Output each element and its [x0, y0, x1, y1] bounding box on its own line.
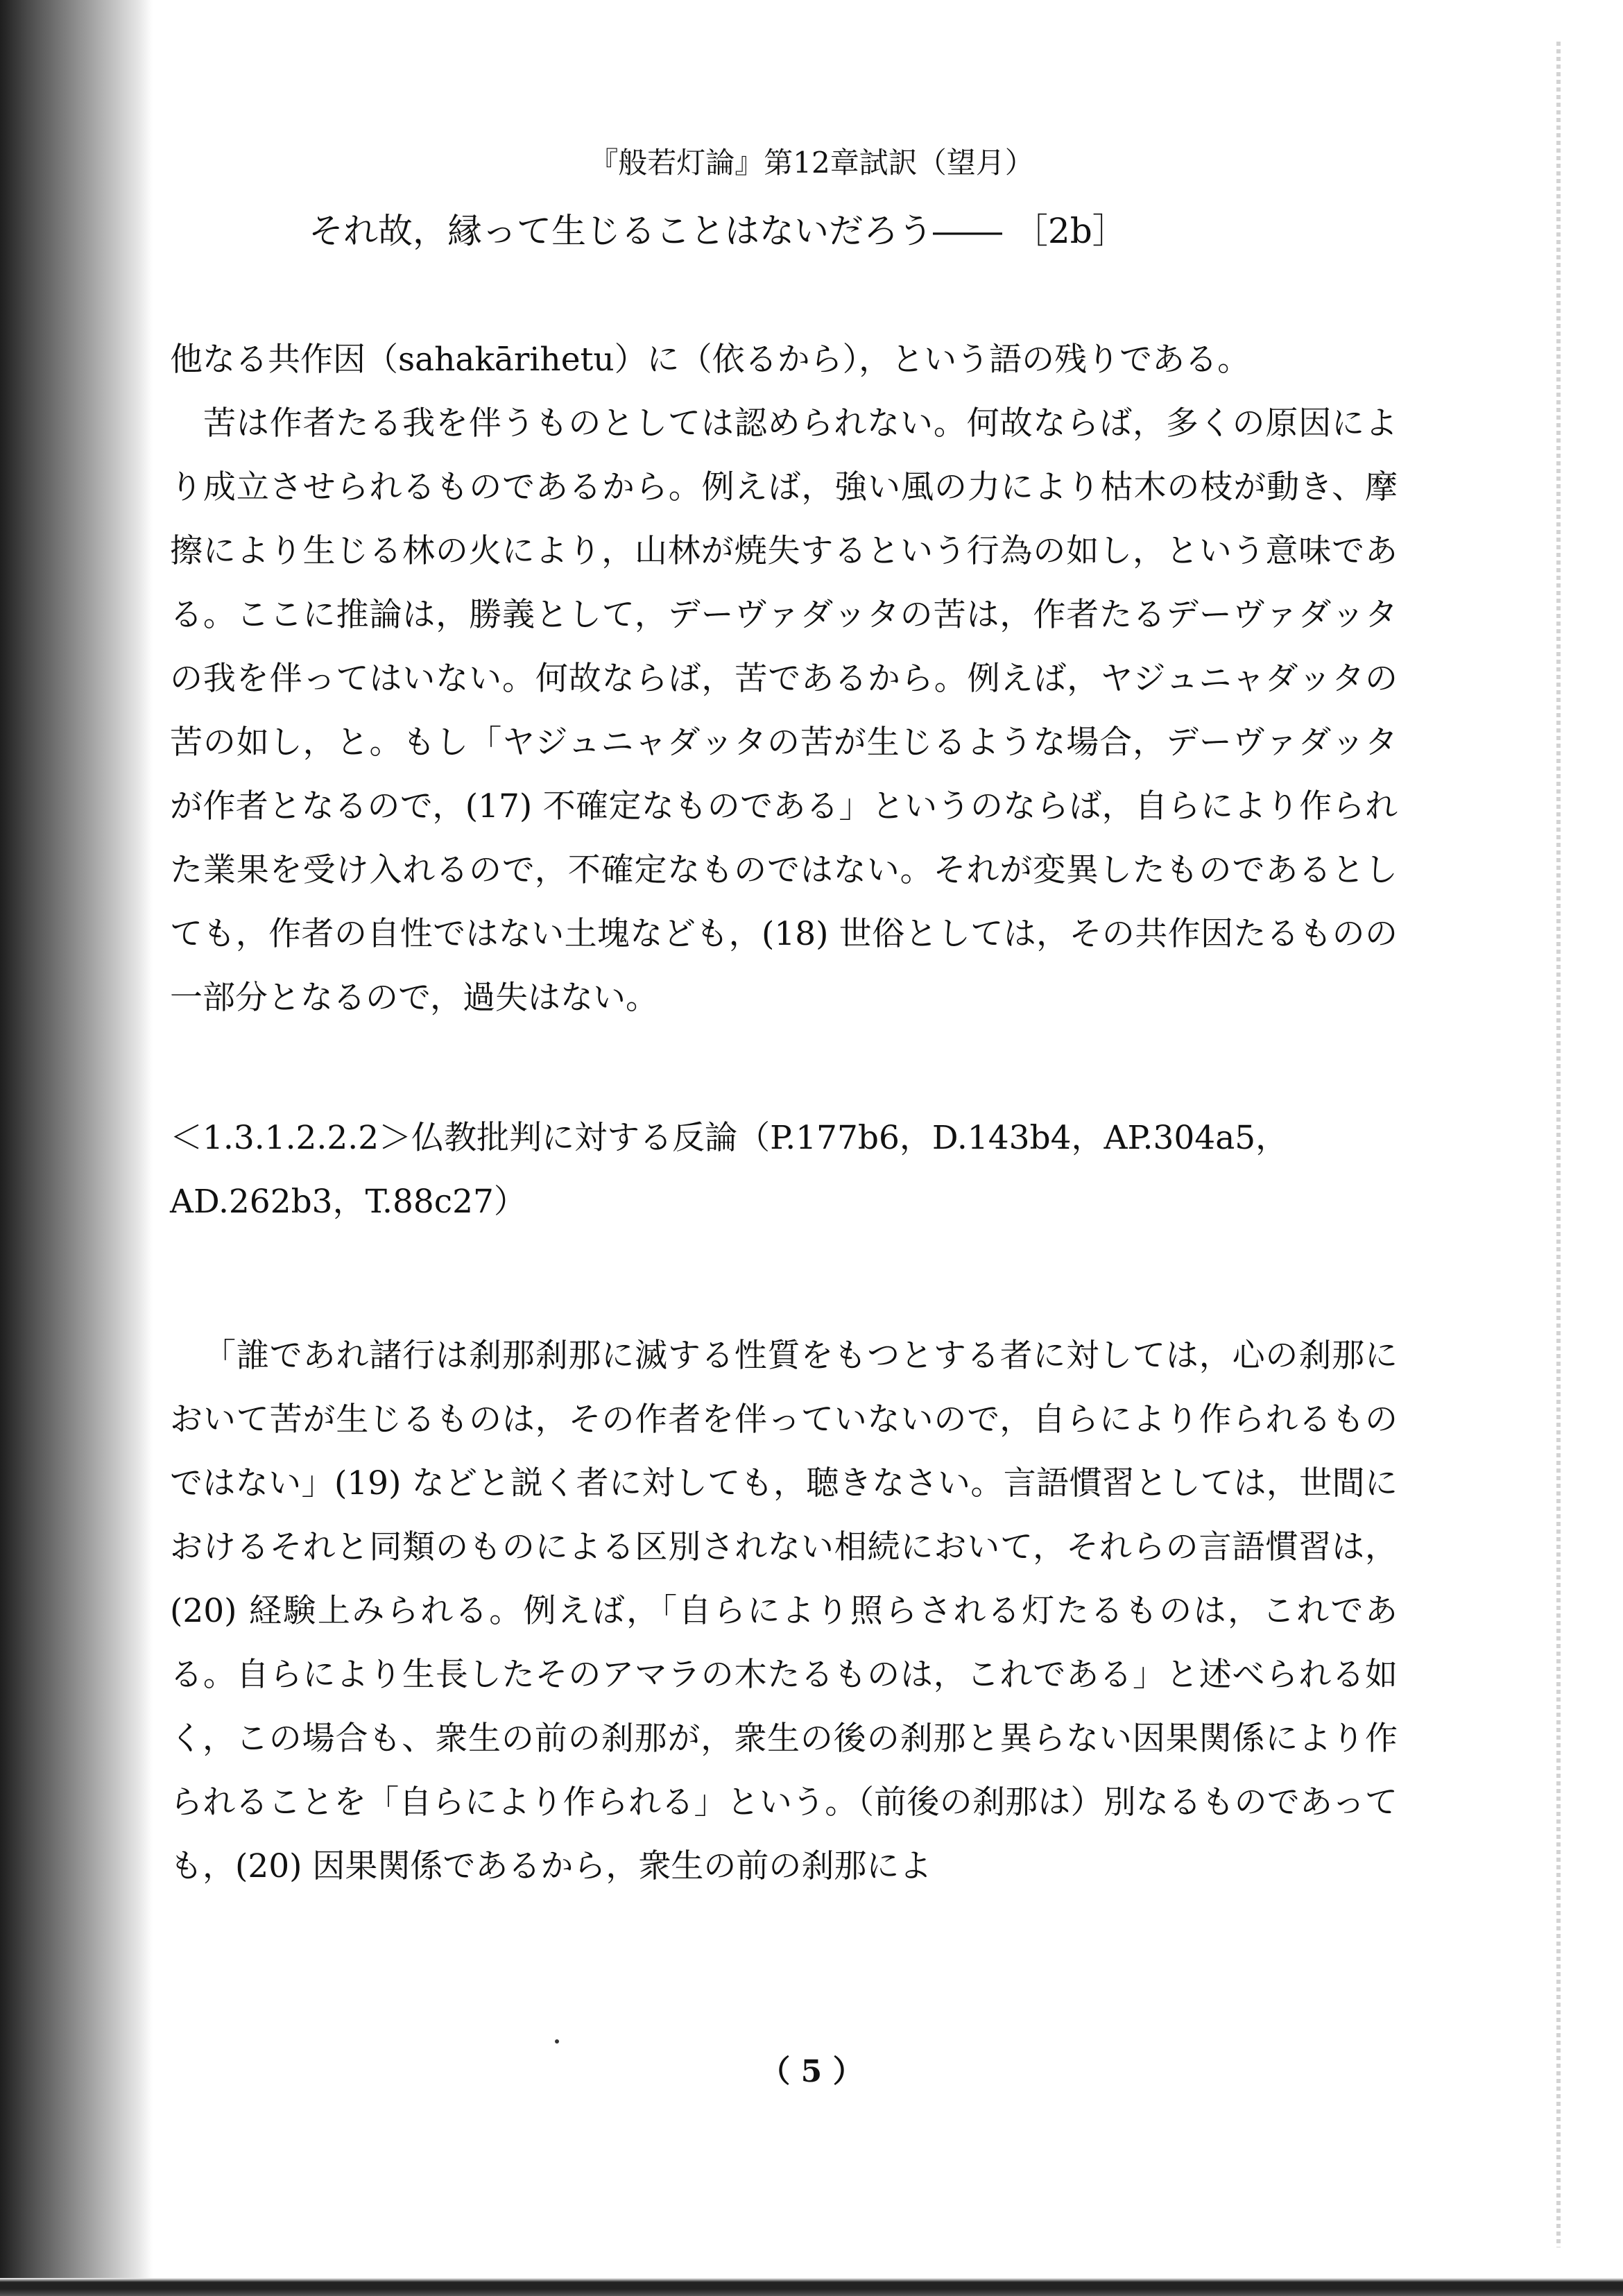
- right-margin-rule: [1556, 42, 1561, 2247]
- paragraph-3: 「誰であれ諸行は刹那刹那に滅する性質をもつとする者に対しては，心の刹那において苦が生じるものは，その作者を伴っていないので，自らにより作られるものではない」(19) などと説く者に対しても，聴きなさい。言語慣習としては，世間におけるそれと同類のものによる区別されない相続において，それらの言語慣習は，(20) 経験上みられる。例えば，「自らにより照らされる灯たるものは，これである。自らにより生長したそのアマラの木たるものは，これである」と述べられる如く，この場合も、衆生の前の刹那が，衆生の後の刹那と異らない因果関係により作られることを「自らにより作られる」という。（前後の刹那は）別なるものであっても，(20) 因果関係であるから，衆生の前の刹那によ: [170, 1337, 1398, 1885]
- paragraph-2: 苦は作者たる我を伴うものとしては認められない。何故ならば，多くの原因により成立させられるものであるから。例えば，強い風の力により枯木の枝が動き、摩擦により生じる林の火により，山林が焼失するという行為の如し，という意味である。ここに推論は，勝義として，デーヴァダッタの苦は，作者たるデーヴァダッタ の我を伴ってはいない。何故ならば，苦であるから。例えば，ヤジュニャダッタの苦の如し，と。もし「ヤジュニャダッタの苦が生じるような場合，デーヴァダッタが作者となるので，(17) 不確定なものである」というのならば，自らにより作られた業果を受け入れるので，不確定なものではない。それが変異したものであるとしても，作者の自性ではない土塊なども，(18) 世俗としては，その共作因たるものの一部分となるので，過失はない。: [170, 404, 1398, 1017]
- scan-shadow-edge: [0, 0, 153, 2296]
- ink-dot: [555, 2039, 559, 2044]
- page-number: （ 5 ）: [759, 2054, 864, 2089]
- paragraph-1: 他なる共作因（sahakārihetu）に（依るから），という語の残りである。: [170, 341, 1251, 379]
- verse-line: それ故，縁って生じることはないだろう―― ［2b］: [309, 211, 1127, 251]
- scan-bottom-band: [0, 2278, 1623, 2296]
- section-heading: ＜1.3.1.2.2.2＞仏教批判に対する反論（P.177b6，D.143b4，AP.304a5，AD.262b3，T.88c27）: [170, 1119, 1289, 1221]
- running-header: 『般若灯論』第12章試訳（望月）: [589, 146, 1034, 180]
- document-page: [170, 142, 1398, 1899]
